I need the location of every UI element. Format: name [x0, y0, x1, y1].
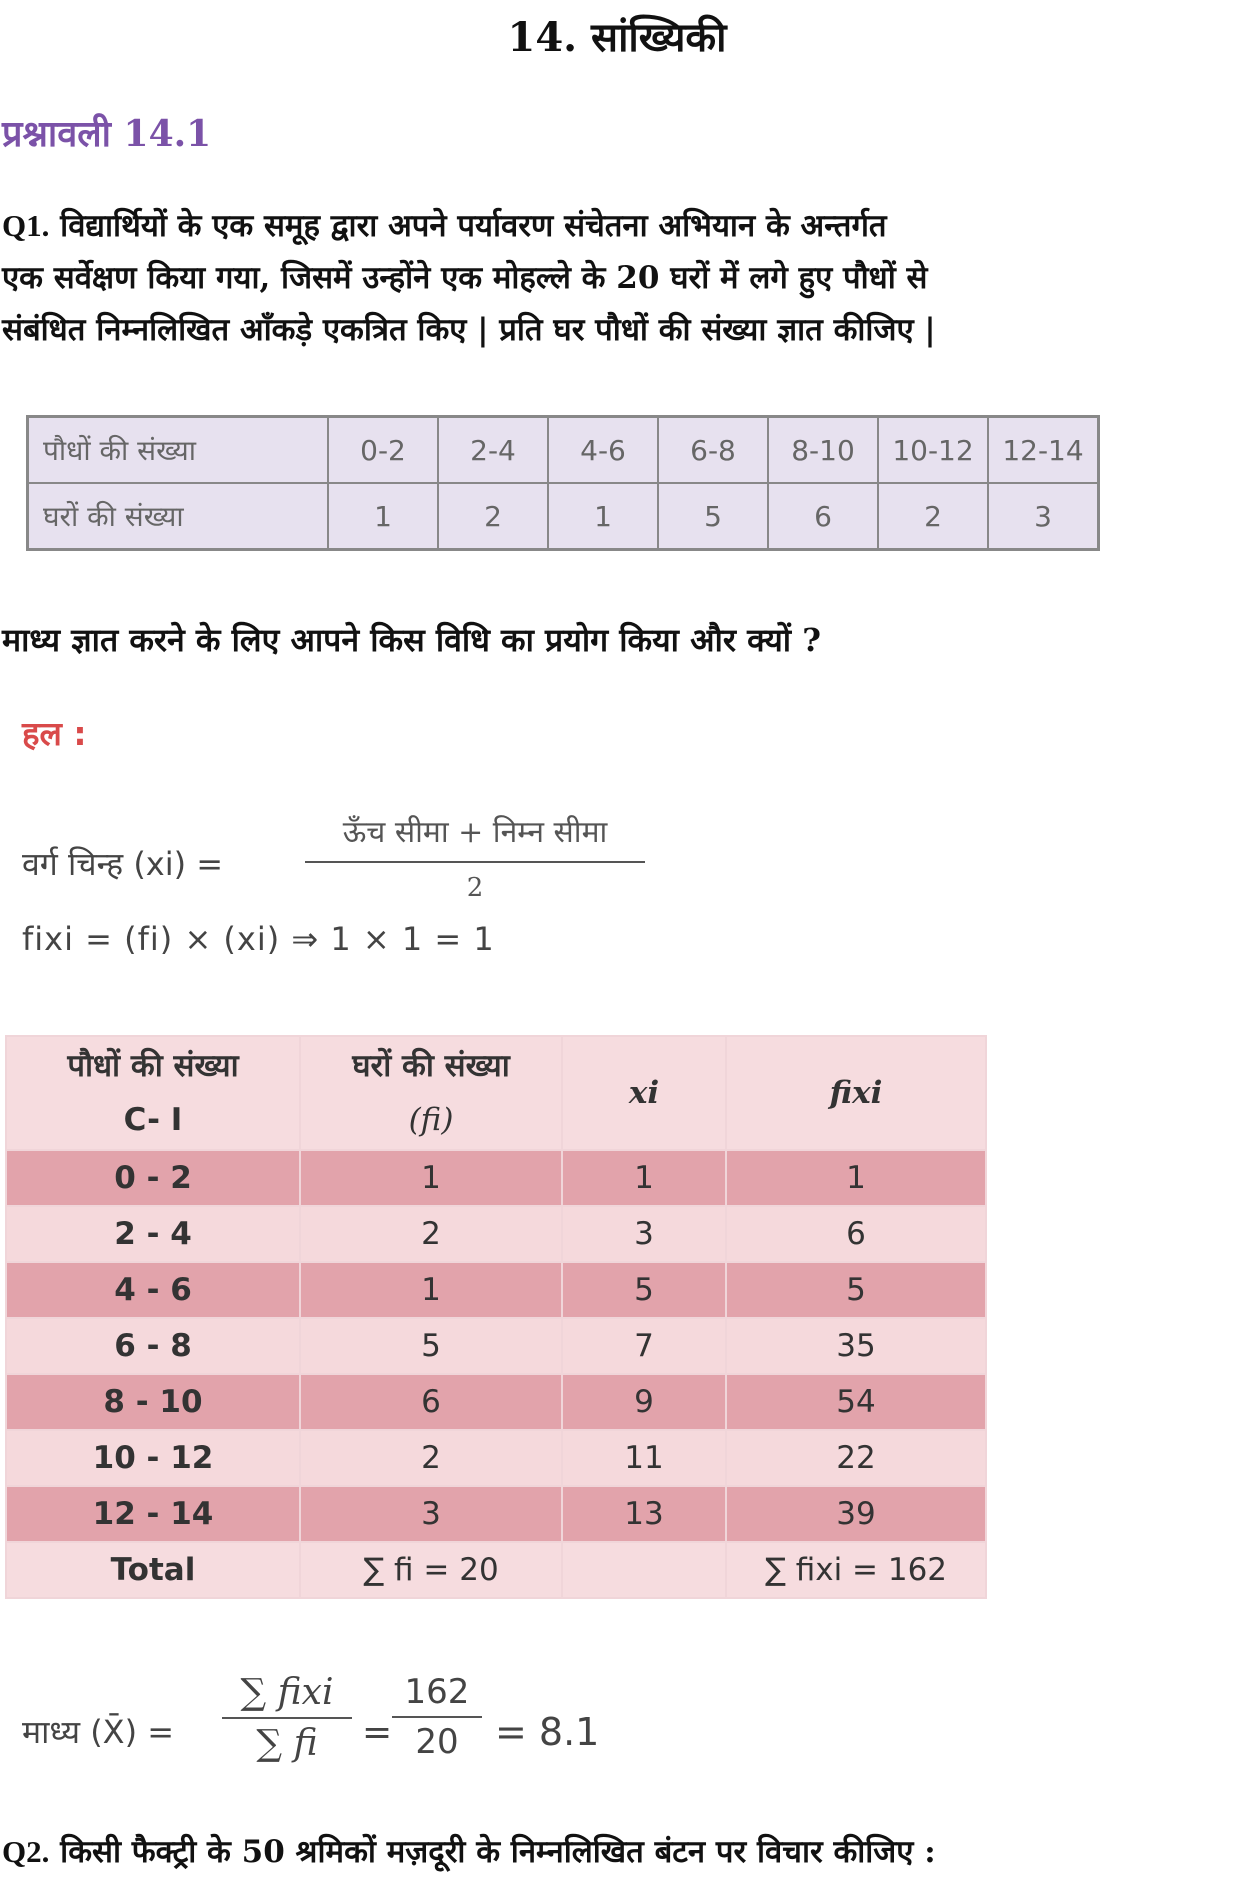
total-label: Total	[6, 1542, 300, 1598]
xi-cell: 11	[562, 1430, 726, 1486]
houses-cell: 1	[328, 483, 438, 550]
class-cell: 2-4	[438, 417, 548, 484]
fixi-cell: 35	[726, 1318, 986, 1374]
class-cell: 12-14	[988, 417, 1099, 484]
question-1-line-3: संबंधित निम्नलिखित आँकड़े एकत्रित किए | प्रति घर पौधों की संख्या ज्ञात कीजिए |	[2, 312, 936, 348]
fraction-numerator: 162	[392, 1672, 482, 1718]
chapter-title: 14. सांख्यिकी	[507, 14, 727, 61]
empty-cell	[562, 1542, 726, 1598]
table-row	[6, 1206, 986, 1262]
class-interval-cell: 12 - 14	[6, 1486, 300, 1542]
class-mark-fraction	[305, 810, 645, 903]
table-row	[6, 1374, 986, 1430]
fraction-numerator: ऊँच सीमा + निम्न सीमा	[305, 810, 645, 863]
table-header-row	[6, 1036, 986, 1150]
sum-fixi-cell: ∑ fixi = 162	[726, 1542, 986, 1598]
exercise-heading: प्रश्नावली 14.1	[2, 113, 212, 155]
plants-data-table	[26, 415, 1100, 551]
xi-cell: 1	[562, 1150, 726, 1206]
mean-fraction-sums	[222, 1672, 352, 1764]
fixi-cell: 39	[726, 1486, 986, 1542]
table-row	[6, 1262, 986, 1318]
class-interval-cell: 4 - 6	[6, 1262, 300, 1318]
mean-label: माध्य (X̄) =	[22, 1713, 175, 1751]
table-row	[28, 483, 1099, 550]
table-row	[6, 1150, 986, 1206]
xi-cell: 13	[562, 1486, 726, 1542]
xi-cell: 7	[562, 1318, 726, 1374]
frequency-cell: 3	[300, 1486, 562, 1542]
houses-cell: 5	[658, 483, 768, 550]
class-mark-formula-label: वर्ग चिन्ह (xi) =	[22, 845, 224, 883]
row-label-houses: घरों की संख्या	[28, 483, 329, 550]
frequency-cell: 2	[300, 1430, 562, 1486]
frequency-cell: 2	[300, 1206, 562, 1262]
class-interval-cell: 6 - 8	[6, 1318, 300, 1374]
table-row	[28, 417, 1099, 484]
table-row	[6, 1318, 986, 1374]
header-fixi: fixi	[726, 1036, 986, 1150]
mean-result: = 8.1	[495, 1710, 600, 1754]
method-question: माध्य ज्ञात करने के लिए आपने किस विधि का प्रयोग किया और क्यों ?	[2, 621, 821, 659]
fixi-cell: 1	[726, 1150, 986, 1206]
frequency-table	[5, 1035, 987, 1599]
question-1-line-2: एक सर्वेक्षण किया गया, जिसमें उन्होंने एक मोहल्ले के 20 घरों में लगे हुए पौधों से	[2, 260, 928, 296]
header-frequency: घरों की संख्या (fi)	[300, 1036, 562, 1150]
class-interval-cell: 10 - 12	[6, 1430, 300, 1486]
xi-cell: 3	[562, 1206, 726, 1262]
frequency-cell: 1	[300, 1262, 562, 1318]
class-cell: 10-12	[878, 417, 988, 484]
houses-cell: 6	[768, 483, 878, 550]
frequency-cell: 1	[300, 1150, 562, 1206]
class-cell: 6-8	[658, 417, 768, 484]
frequency-cell: 5	[300, 1318, 562, 1374]
class-cell: 4-6	[548, 417, 658, 484]
table-total-row	[6, 1542, 986, 1598]
question-1-line-1: Q1. विद्यार्थियों के एक समूह द्वारा अपने पर्यावरण संचेतना अभियान के अन्तर्गत	[2, 208, 887, 244]
xi-cell: 5	[562, 1262, 726, 1318]
houses-cell: 2	[438, 483, 548, 550]
header-xi: xi	[562, 1036, 726, 1150]
solution-label: हल :	[22, 714, 87, 753]
sum-fi-cell: ∑ fi = 20	[300, 1542, 562, 1598]
fixi-cell: 6	[726, 1206, 986, 1262]
xi-cell: 9	[562, 1374, 726, 1430]
fixi-cell: 54	[726, 1374, 986, 1430]
fraction-denominator: 20	[415, 1722, 459, 1762]
class-cell: 0-2	[328, 417, 438, 484]
fixi-formula: fixi = (fi) × (xi) ⇒ 1 × 1 = 1	[22, 920, 495, 958]
question-1-label: Q1.	[2, 208, 50, 243]
header-class-interval: पौधों की संख्या C- I	[6, 1036, 300, 1150]
question-2: Q2. किसी फैक्ट्री के 50 श्रमिकों मज़दूरी के निम्नलिखित बंटन पर विचार कीजिए :	[2, 1834, 936, 1870]
question-1	[2, 200, 1230, 356]
frequency-cell: 6	[300, 1374, 562, 1430]
mean-fraction-values	[392, 1672, 482, 1762]
class-interval-cell: 0 - 2	[6, 1150, 300, 1206]
fixi-cell: 5	[726, 1262, 986, 1318]
class-interval-cell: 2 - 4	[6, 1206, 300, 1262]
row-label-plants: पौधों की संख्या	[28, 417, 329, 484]
fraction-numerator: ∑ fixi	[222, 1672, 352, 1719]
fraction-denominator: ∑ fi	[256, 1723, 318, 1764]
class-interval-cell: 8 - 10	[6, 1374, 300, 1430]
houses-cell: 1	[548, 483, 658, 550]
table-row	[6, 1430, 986, 1486]
question-2-label: Q2.	[2, 1834, 50, 1869]
houses-cell: 2	[878, 483, 988, 550]
fraction-denominator: 2	[466, 873, 484, 903]
class-cell: 8-10	[768, 417, 878, 484]
houses-cell: 3	[988, 483, 1099, 550]
equals-sign: =	[362, 1712, 393, 1753]
fixi-cell: 22	[726, 1430, 986, 1486]
table-row	[6, 1486, 986, 1542]
